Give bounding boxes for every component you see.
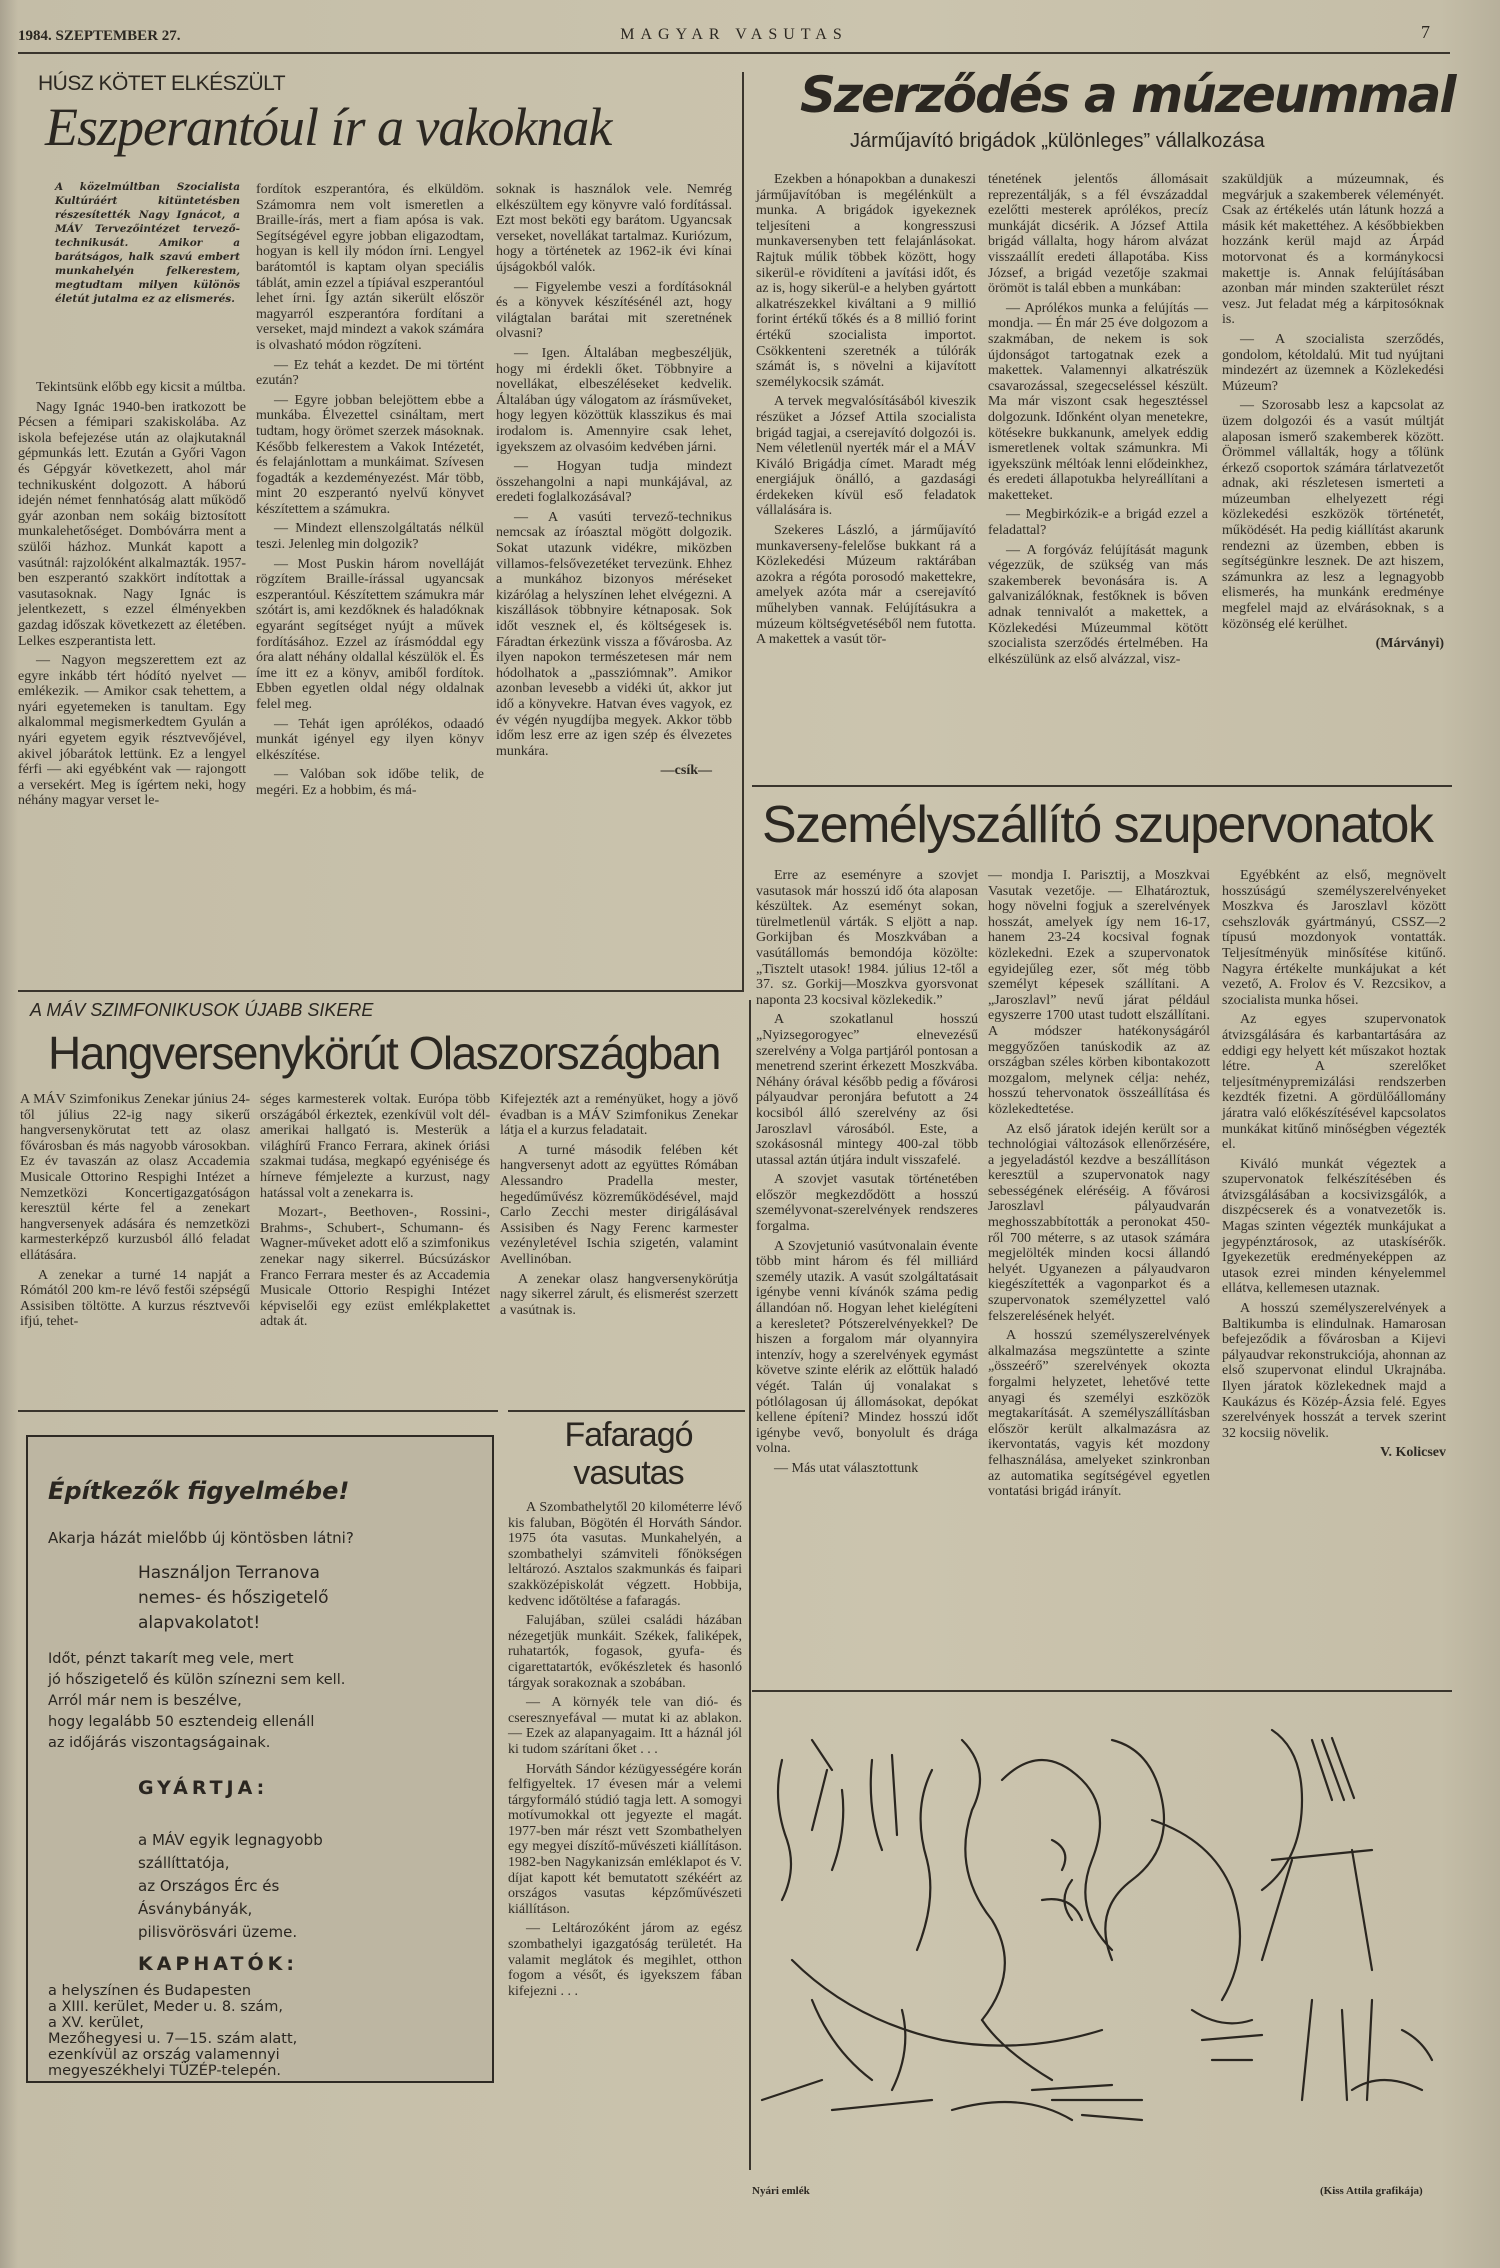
paragraph: — Aprólékos munka a felújítás — mondja. — Én már 25 éve dolgozom a szakmában, de nekem is sok újdonságot tartogatnak ezek a makettek. Valamennyi alkatrészük csavarozással, szegecseléssel készült. Ma már viszont csak hegesztéssel dolgozunk. Időnként olyan menetekre, kötésekre bukkanunk, amelyek eddig ismeretlenek voltak számunkra. Mi igyekszünk méltóak lenni elődeinkhez, és eredeti állapotukba helyreállítani a maketteket. xyxy=(988,300,1208,503)
article-column xyxy=(496,182,732,783)
illustration-credit: (Kiss Attila grafikája) xyxy=(1320,2185,1423,2197)
paragraph: — A környék tele van dió- és cseresznyefával — mutat ki az ablakon. — Ezek az alapanyagaim. Itt a háznál jól ki tudom szárítani őket . . . xyxy=(508,1695,742,1757)
paragraph: Tekintsünk előbb egy kicsit a múltba. xyxy=(36,380,246,395)
article-signature: V. Kolicsev xyxy=(1380,1445,1446,1461)
article-title xyxy=(512,1416,745,1492)
paragraph: — Mindezt ellenszolgáltatás nélkül teszi. Jelenleg min dolgozik? xyxy=(256,521,484,553)
newspaper-name: MAGYAR VASUTAS xyxy=(620,26,848,43)
article-title: Személyszállító szupervonatok xyxy=(762,796,1433,854)
paragraph: — Most Puskin három novelláját rögzítem Braille-írással ugyancsak eszperantóul. Készítettem számukra már szótárt is, ami kezdőknek és haladóknak egyaránt segítséget nyújt a művek fordításához. Ezzel az írásmóddal egy óra alatt néhány oldallal készülök el. És íme itt ez a könyv, amiből fordítok. Ebben egyetlen oldal négy oldalnak felel meg. xyxy=(256,556,484,712)
article-column xyxy=(260,1092,490,1334)
paragraph: Nagy Ignác 1940-ben iratkozott be Pécsen a fémipari szakiskolába. Az iskola befejezése után az olajkutaknál gépmunkás lett. Ezután a Győri Vagon és Gépgyár következett, ahol már technikusként dolgozott. A háború idején német fennhatóság alatt működő gyár azonban nem sokáig biztosított munkalehetőséget. Dombóvárra ment a szülői házhoz. Munkát kapott a vasútnál: rajzolóként alkalmazták. 1957-ben eszperantó szakkört indítottak a vasutasoknak. Nagy Ignác is jelentkezett, s ezzel élményekben gazdag időszak következett az életében. Lelkes eszperantista lett. xyxy=(18,399,246,649)
sketch-stroke xyxy=(1262,1850,1372,1970)
article-signature: —csík— xyxy=(660,763,712,779)
article-column xyxy=(500,1092,738,1322)
article-column xyxy=(988,868,1210,1504)
paragraph: A zenekar olasz hangversenykörútja nagy sikerrel zárult, és elismerést szerzett a vasútnak is. xyxy=(500,1271,738,1318)
paragraph: Ezekben a hónapokban a dunakeszi járműjavítóban is megélénkült a munka. A brigádok igyekeznek teljesíteni a kongresszusi munkaversenyben tett felajánlásokat. Rajtuk múlik többek között, hogy sikerül-e rövidíteni a javítási időt, és az is, hogy sikerül-e a helyben gyártott alkatrészekkel kiváltani a 9 millió forint értékű tőkés és a 8 millió forint értékű szocialista importot. Csökkenteni szeretnék a túlórák számát is, s növelni a kijavított személykocsik számát. xyxy=(756,172,976,390)
ad-where xyxy=(48,1983,297,2079)
ad-line: megyeszékhelyi TÜZÉP-telepén. xyxy=(48,2063,282,2079)
ad-line: a helyszínen és Budapesten xyxy=(48,1983,252,1999)
sketch-stroke xyxy=(1002,1760,1112,1950)
paragraph: — mondja I. Parisztij, a Moszkvai Vasutak vezetője. — Elhatároztuk, hogy növelni fogjuk a szerelvények hosszát, amelyek így nem 16-17, hanem 23-24 kocsival fognak közlekedni. Ezek a szupervonatok egyidejűleg ezer, sőt még több személyt képesek szállítani. A „Jaroszlavl” nevű járat például egyszerre 1700 utast tudott elszállítani. A módszer hatékonyságáról meggyőzően tanúskodik az az országban széles körben kibontakozott mozgalom, melynek célja: nehéz, hosszú tehervonatok összeállítása és közlekedtetése. xyxy=(988,868,1210,1117)
paragraph: A szovjet vasutak történetében először megkezdődött a hosszú személyvonat-szerelvények rendszeres forgalma. xyxy=(756,1172,978,1235)
paragraph: — Szorosabb lesz a kapcsolat az üzem dolgozói és a vasút múltját alaposan ismerő szakemberek között. Örömmel vállalták, hogy a tőlünk érkező csoportok számára tárlatvezetőt adnak, aki részletesen ismerteti a múzeumban elhelyezett régi közlekedési eszközök történetét, működését. Ha pedig kiállítást akarunk rendezni az üzemben, ebben is segítségünkre lesznek. De azt hiszem, számunkra az lesz a legnagyobb elismerés, ha munkánk eredménye megfelel majd az elvárásoknak, s a közönség elé kerülhet. xyxy=(1222,398,1444,632)
article-column xyxy=(1222,172,1444,656)
paragraph: soknak is használok vele. Nemrég elkészültem egy könyvre való fordítással. Ezt most beköti egy barátom. Ugyancsak verseket, novellákat tartalmaz. Kuriózum, hogy a történetek az 1962-ik évi kínai újságokból valók. xyxy=(496,182,732,275)
article-column xyxy=(256,182,484,803)
ad-question: Akarja házát mielőbb új köntösben látni? xyxy=(48,1529,354,1547)
sketch-stroke xyxy=(1192,2010,1262,2060)
ad-line: Időt, pénzt takarít meg vele, mert xyxy=(48,1651,294,1667)
paragraph: A Szombathelytől 20 kilométerre lévő kis faluban, Bögötén él Horváth Sándor. 1975 óta vasutas. Munkahelyén, a szombathelyi számviteli főnökségen leltározó. Asztalos szakmunkás és faipari szakközépiskolát végzett. Hobbija, kedvenc időtöltése a fafaragás. xyxy=(508,1500,742,1609)
article-title: Eszperantóul ír a vakoknak xyxy=(45,97,612,157)
sketch-stroke xyxy=(1042,1840,1082,1920)
paragraph: A turné második felében két hangversenyt adott az együttes Rómában Alessandro Pradella mester, hegedűművész közreműködésével, majd Carlo Zecchi mester dirigálásával Assisiben és Nagy Ferenc karmester vezényletével Ischia szigetén, valamint Avellinóban. xyxy=(500,1142,738,1267)
article-subtitle: Járműjavító brigádok „különleges” vállalkozása xyxy=(850,130,1265,152)
article-title: Hangversenykörút Olaszországban xyxy=(48,1027,720,1079)
article-column xyxy=(20,1092,250,1334)
section-divider xyxy=(752,1690,1452,1692)
paragraph: Horváth Sándor kézügyességére korán felfigyeltek. 17 évesen már a velemi tárgyformáló stúdió tagja lett. A somogyi motívumokkal ott jegyezte el magát. 1977-ben már részt vett Szombathelyen egy megyei díszítő-művészeti kiállításon. 1982-ben Nagykanizsán emléklapot és V. díjat kapott két bemutatott székéért az országos vasutas képzőművészeti kiállításon. xyxy=(508,1761,742,1917)
paragraph: — A forgóváz felújítását magunk végezzük, de szükség van más szakemberek bevonására is. A galvanizálóknak, festőknek is bőven adnak tennivalót a makettek, a Közlekedési Múzeummal kötött szocialista szerződés értelmében. Ha elkészülünk az első alvázzal, visz- xyxy=(988,542,1208,667)
paragraph: Kiváló munkát végeztek a szupervonatok felkészítésében és átvizsgálásában a kocsivizsgálók, a diszpécserek és a vonatvezetők is. Magas szinten végezték munkájukat a jegypénztárosok, az utaskísérők. Igyekezetük eredményeképpen az utasok ezrei minden kényelemmel ellátva, kellemesen utaznak. xyxy=(1222,1156,1446,1297)
paragraph: Kifejezték azt a reményüket, hogy a jövő évadban is a MÁV Szimfonikus Zenekar látja el a kurzus feladatait. xyxy=(500,1092,738,1139)
paragraph: fordítok eszperantóra, és elküldöm. Számomra nem volt ismeretlen a Braille-írás, mert a fiam apósa is vak. Segítségével egyre jobban eligazodtam, hogyan is kell ily módon írni. Lengyel barátomtól is kaptam olyan speciális táblát, amin ezzel a típiával eszperantóul lehet írni. Így aztán sikerült először magyarról eszperantóra fordítani a verseket, majd mindezt a vakok számára is olvasható módon rögzíteni. xyxy=(256,182,484,353)
ad-headline: Építkezők figyelmébe! xyxy=(48,1477,350,1505)
sketch-stroke xyxy=(1032,2085,1142,2120)
illustration-caption: Nyári emlék xyxy=(752,2185,810,2197)
ad-line: az Országos Érc és xyxy=(138,1877,280,1895)
ad-line: szállíttatója, xyxy=(138,1854,230,1872)
column-divider xyxy=(742,72,744,992)
ad-line: jó hőszigetelő és külön színezni sem kell. xyxy=(48,1672,346,1688)
article-column xyxy=(18,380,246,813)
issue-date: 1984. SZEPTEMBER 27. xyxy=(18,28,181,44)
ad-line: Használjon Terranova xyxy=(138,1563,320,1583)
paragraph: — Igen. Általában megbeszéljük, hogy mi érdekli őket. Többnyire a novellákat, elbeszéléseket kedvelik. Általában úgy válogatom az írásműveket, hogy legyen közöttük klasszikus és mai irodalom is. Amennyire csak lehet, igyekszem az olvasóim kedvében járni. xyxy=(496,345,732,455)
sketch-stroke xyxy=(1105,1740,1164,1960)
sketch-stroke xyxy=(962,1740,1005,2020)
paragraph: Mozart-, Beethoven-, Rossini-, Brahms-, Schubert-, Schumann- és Wagner-műveket adott elő a szimfonikus zenekar nagy sikerrel. Búcsúzáskor Franco Ferrara mester és az Accademia Musicale Ottorio Respighi Intézet képviselői egy ezüst emlékplakettet adtak át. xyxy=(260,1205,490,1330)
sketch-stroke xyxy=(778,1760,791,1900)
paragraph: — Valóban sok időbe telik, de megéri. Ez a hobbim, és má- xyxy=(256,767,484,798)
paragraph: Az egyes szupervonatok átvizsgálására és karbantartására az eddigi egy helyett két műszakot hoztak létre. A szerelőket teljesítménypremizálási rendszerben kezdték fizetni. A gördülőállomány járatra való előkészítésével kapcsolatos munkákat kitűnő minőségben végezték el. xyxy=(1222,1012,1446,1153)
paragraph: Egyébként az első, megnövelt hosszúságú személyszerelvényeket Moszkva és Jaroszlavl között csehszlovák gyártmányú, CSSZ—2 típusú mozdonyok vontatták. Teljesítményük minősítése kitűnő. Nagyra értékelte munkájukat a két vezető, A. Frolov és V. Rezcsikov, a szocialista munka hősei. xyxy=(1222,868,1446,1008)
sketch-stroke xyxy=(1312,1738,1354,1800)
paragraph: A zenekar a turné 14 napját a Rómától 200 km-re lévő festői szépségű Assisiben töltötte. A kurzus résztvevői ifjú, tehet- xyxy=(20,1267,250,1330)
ad-maker xyxy=(138,1829,323,1944)
paragraph: — Megbirkózik-e a brigád ezzel a feladattal? xyxy=(988,507,1208,539)
title-line: Fafaragó xyxy=(564,1416,693,1454)
paragraph: A tervek megvalósításából kiveszik részüket a József Attila szocialista brigád tagjai, a cserejavító dolgozói is. Nem véletlenül nyerték már el a MÁV Kiváló Brigádja címet. Maradt még energiájuk önálló, a gazdasági érdekeken kívül eső feladatok vállalására is. xyxy=(756,394,976,519)
ad-line: a XV. kerület, xyxy=(48,2015,144,2031)
paragraph: — Ez tehát a kezdet. De mi történt ezután? xyxy=(256,357,484,389)
ad-line: pilisvörösvári üzeme. xyxy=(138,1923,298,1941)
ad-where-label: KAPHATÓK: xyxy=(138,1953,298,1975)
article-kicker: HÚSZ KÖTET ELKÉSZÜLT xyxy=(38,72,286,95)
title-line: vasutas xyxy=(573,1454,684,1492)
ad-line: nemes- és hőszigetelő xyxy=(138,1588,329,1608)
paragraph: ténetének jelentős állomásait reprezentálják, s a fél évszázaddal ezelőtti mesterek aprólékos, precíz munkáját dicsérik. A József Attila brigád vállalta, hogy három alvázat visszaállít eredeti állapotába. Kiss József, a brigád vezetője szakmai örömöt is talál ebben a munkában: xyxy=(988,172,1208,297)
paragraph: — Egyre jobban belejöttem ebbe a munkába. Élvezettel csináltam, mert tudtam, hogy örömet szerzek másoknak. Később felkerestem a Vakok Intézetét, és felajánlottam a munkáimat. Szívesen fogadták a kezdeményezést. Már több, mint 20 eszperantó nyelvű könyvet készítettem a számukra. xyxy=(256,392,484,517)
ad-line: a MÁV egyik legnagyobb xyxy=(138,1831,323,1849)
sketch-stroke xyxy=(792,1960,1102,2046)
paragraph: — Nagyon megszerettem ezt az egyre inkább tért hódító nyelvet — emlékezik. — Amikor csak tehettem, a nyári egyetemeken is tanultam. Egy alkalommal megismerkedtem Gyulán a nyári egyetem egyik résztvevőjével, akivel jóbarátok lettünk. Ez a lengyel férfi — aki egyébként vak — rajongott a versekért. Meg is ígértem neki, hogy néhány magyar verset le- xyxy=(18,653,246,809)
article-title: Szerződés a múzeummal xyxy=(800,66,1455,124)
article-kicker: A MÁV SZIMFONIKUSOK ÚJABB SIKERE xyxy=(30,1000,374,1020)
sketch-stroke xyxy=(871,1755,897,1850)
paragraph: Az első járatok idején került sor a technológiai változások ellenőrzésére, a jegyeladástól kezdve a beszállításon keresztül a szupervonatok nagy sebességének eléréséig. A fővárosi Jaroszlavl pályaudvarán meghosszabbították a peronokat 450-ről 700 méterre, s az utasok számára megjelölték minden kocsi állandó helyét. Ugyanezen a pályaudvaron kiegészítették a vagonparkot és a szupervonatok személyzettel való felszerelésének helyét. xyxy=(988,1121,1210,1324)
paragraph: — Tehát igen aprólékos, odaadó munkát igényel egy ilyen könyv elkészítése. xyxy=(256,716,484,763)
article-column xyxy=(1222,868,1446,1465)
masthead xyxy=(18,10,1450,54)
section-divider xyxy=(18,990,742,992)
sketch-stroke xyxy=(762,2080,1072,2120)
section-divider xyxy=(18,1410,498,1412)
article-signature: (Márványi) xyxy=(1375,636,1444,652)
column-divider xyxy=(749,1000,751,2170)
sketch-stroke xyxy=(812,1740,843,1870)
article-column xyxy=(756,172,976,652)
paragraph: — A vasúti tervező-technikus nemcsak az íróasztal mögött dolgozik. Sokat utazunk vidékre, miközben villamos-felsővezetéket tervezünk. Ehhez a munkához bizonyos méréseket kizárólag a helyszínen lehet elvégezni. A kiszállások többnyire kétnaposak. Sok időt vesznek el, és költségesek is. Fáradtan érkezünk vissza a fővárosba. Az ilyen napokon természetesen már nem hódolhatok a „passziómnak”. Amikor azonban levesebb a vidéki út, akkor jut idő a könyvekre. Hatvan éves vagyok, ez év végén nyugdíjba megyek. Akkor több időm lesz erre az igen szép és élvezetes munkára. xyxy=(496,509,732,759)
paragraph: A Szovjetunió vasútvonalain évente több mint három és fél milliárd személy utazik. A vasút szolgáltatásait igénybe venni kívánók száma pedig állandóan nő. Hogyan lehet kielégíteni a keresletet? Pótszerelvényekkel? De hiszen a forgalom már olyannyira intenzív, hogy a szerelvények egymást követve szinte elérik az előttük haladó végét. Talán új vonalakat s pótlólagosan új állomásokat, depókat kellene építeni? Mindez hosszú időt igénybe vevő, bonyolult és drága volna. xyxy=(756,1238,978,1457)
article-column xyxy=(756,868,978,1481)
advertisement-box xyxy=(26,1435,494,1821)
paragraph: séges karmesterek voltak. Európa több országából érkeztek, ezenkívül volt dél-amerikai hallgató is. Mesterük a világhírű Franco Ferrara, akinek óriási szakmai tudása, megkapó egyénisége és hírneve fémjelezte a kurzust, nagy hatással volt a zenekarra is. xyxy=(260,1092,490,1201)
sketch-stroke xyxy=(1262,1730,1302,1890)
paragraph: Erre az eseményre a szovjet vasutasok már hosszú idő óta alaposan készültek. Az eseményt sokan, türelmetlenül várták. S eljött a nap. Gorkijban és Moszkvában a vasútállomás bemondója közölte: „Tisztelt utasok! 1984. július 12-től a 37. sz. Gorkij—Moszkva gyorsvonat naponta 23 kocsival közlekedik.” xyxy=(756,868,978,1008)
article-column xyxy=(508,1500,742,2003)
paragraph: szaküldjük a múzeumnak, és megvárjuk a szakemberek véleményét. Csak az értékelés után látunk hozzá a másik két makettéhez. A későbbiekben hozzánk kerül majd az Árpád motorvonat és a kormánykocsi makettje is. Annak felújításában azonban már minden szakterület részt vesz. Jut feladat még a kárpitosóknak is. xyxy=(1222,172,1444,328)
ad-line: az időjárás viszontagságainak. xyxy=(48,1735,271,1751)
ink-sketch-illustration xyxy=(752,1700,1452,2140)
paragraph: A hosszú személyszerelvények a Baltikumba is elindulnak. Hamarosan befejeződik a fővárosban a Kijevi pályaudvar rekonstrukciója, ahonnan az első szupervonat elindul Ukrajnába. Ilyen járatok közlekednek majd a Kaukázus és Közép-Ázsia felé. Egyes szerelvények hosszát a tervek szerint 32 kocsiig növelik. xyxy=(1222,1301,1446,1441)
paragraph: — Más utat választottunk xyxy=(774,1460,919,1476)
ad-line: alapvakolatot! xyxy=(138,1613,261,1633)
ad-maker-label: GYÁRTJA: xyxy=(138,1777,269,1799)
ad-line: hogy legalább 50 esztendeig ellenáll xyxy=(48,1714,315,1730)
page-number: 7 xyxy=(1421,22,1430,42)
ad-line: Ásványbányák, xyxy=(138,1900,253,1918)
paragraph: — A szocialista szerződés, gondolom, kétoldalú. Mit tud nyújtani mindezért az üzemnek a Közlekedési Múzeum? xyxy=(1222,331,1444,394)
ad-line: Arról már nem is beszélve, xyxy=(48,1693,242,1709)
advertisement-box-lower xyxy=(26,1821,494,2083)
paragraph: A szokatlanul hosszú „Nyizsegorogyec” elnevezésű szerelvény a Volga partjáról pontosan a menetrend szerint érkezett Moszkvába. Néhány órával később pedig a fővárosi pályaudvar peronjára befutott a 24 kocsiból álló szerelvény az ősi Jaroszlavl városából. Este, a szokásosnál mintegy 400-zal több utassal aztán útjára indult visszafelé. xyxy=(756,1012,978,1168)
paragraph: Szekeres László, a járműjavító munkaverseny-felelőse bukkant rá a Közlekedési Múzeum raktárában azokra a régóta porosodó makettekre, amelyek azóta már a cserejavító műhelyben vannak. Felújításukra a múzeum költségvetéséből nem futotta. A makettek a vasút tör- xyxy=(756,523,976,648)
sketch-stroke xyxy=(917,1770,932,1950)
sketch-stroke xyxy=(1152,1820,1240,2000)
ad-line: ezenkívül az ország valamennyi xyxy=(48,2047,280,2063)
article-column xyxy=(988,172,1208,671)
paragraph: A MÁV Szimfonikus Zenekar június 24-től július 22-ig nagy sikerű hangversenykörutat tett az olasz fővárosban és más nagyobb városokban. Ez év tavaszán az olasz Accademia Musicale Ottorino Respighi Intézet a Nemzetközi Koncertigazgatóságon keresztül kérte fel a zenekart hangversenyek adására és nemzetközi karmesterképző kurzusból álló feladat ellátására. xyxy=(20,1092,250,1263)
paragraph: — Hogyan tudja mindezt összehangolni a napi munkájával, az eredeti foglalkozásával? xyxy=(496,459,732,506)
paragraph: Falujában, szülei családi házában nézegetjük munkáit. Székek, faliképek, ruhatartók, fogasok, gyufa- és cigarettatartók, evőkészletek és hasonló tárgyak sorakoznak a szobában. xyxy=(508,1613,742,1691)
ad-line: a XIII. kerület, Meder u. 8. szám, xyxy=(48,1999,284,2015)
section-divider xyxy=(508,1410,745,1412)
ad-body xyxy=(48,1649,478,1754)
paragraph: — Figyelembe veszi a fordításoknál és a könyvek készítésénél azt, hogy világtalan barátai mit szeretnének olvasni? xyxy=(496,279,732,342)
paragraph: A hosszú személyszerelvények alkalmazása megszüntette a szinte „összeérő” szerelvények okozta forgalmi helyzetet, lehetővé tette anyagi és személyi eszközök megtakarítását. A személyszállításban először került alkalmazásra az ikervontatás, vagyis két mozdony felhasználása, amelyeket szinkronban az automatika segítségével egyetlen vontatási brigád irányít. xyxy=(988,1328,1210,1500)
ad-main xyxy=(138,1561,329,1636)
ad-line: Mezőhegyesi u. 7—15. szám alatt, xyxy=(48,2031,298,2047)
section-divider xyxy=(752,785,1452,787)
article-lede: A közelmúltban Szocialista Kultúráért kitüntetésben részesítették Nagy Ignácot, a MÁV Tervezőintézet tervező-technikusát. Amikor a barátságos, halk szavú embert munkahelyén felkerestem, megtudtam milyen különös életút jutalma ez az elismerés. xyxy=(55,181,240,305)
paragraph: — Leltározóként járom az egész szombathelyi igazgatóság területét. Ha valamit meglátok és megihlet, otthon fogom a vésőt, és igyekszem fában kifejezni . . . xyxy=(508,1921,742,1999)
sketch-stroke xyxy=(1352,2080,1422,2090)
